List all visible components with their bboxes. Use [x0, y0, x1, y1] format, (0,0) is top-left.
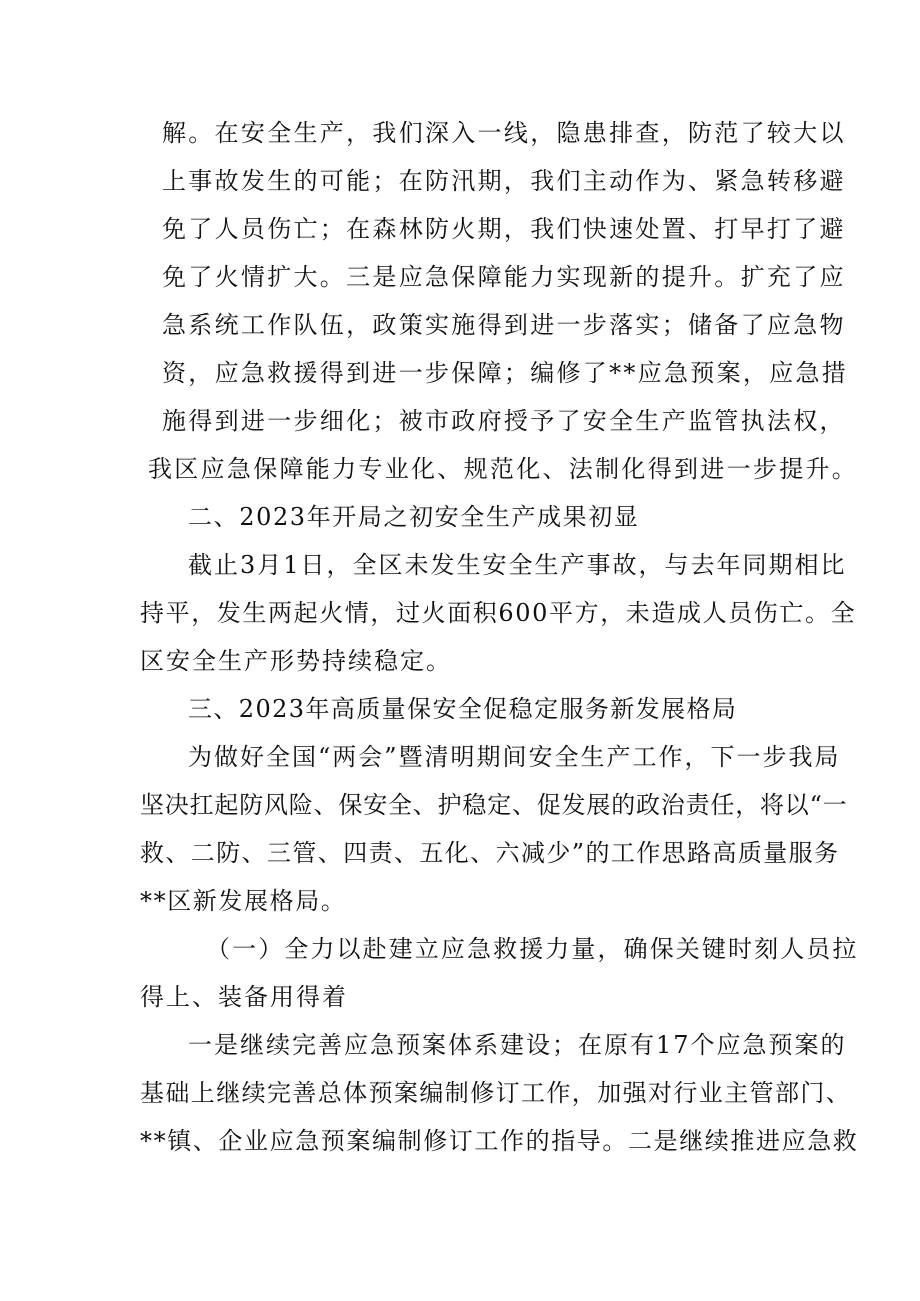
body-text-line: 免了火情扩大。三是应急保障能力实现新的提升。扩充了应 — [162, 263, 846, 291]
body-text-line: 为做好全国“两会”暨清明期间安全生产工作，下一步我局 — [188, 743, 841, 771]
subsection-heading-1-cont: 得上、装备用得着 — [140, 983, 348, 1011]
section-heading-3: 三、2023年高质量保安全促稳定服务新发展格局 — [188, 695, 738, 723]
body-text-line: 截止3月1日，全区未发生安全生产事故，与去年同期相比 — [188, 551, 847, 579]
body-text-line: 资，应急救援得到进一步保障；编修了**应急预案，应急措 — [162, 359, 849, 387]
body-text-line: 上事故发生的可能；在防汛期，我们主动作为、紧急转移避 — [162, 167, 846, 195]
body-text-line: **镇、企业应急预案编制修订工作的指导。二是继续推进应急救 — [140, 1127, 859, 1155]
body-text-line: 救、二防、三管、四责、五化、六减少”的工作思路高质量服务 — [140, 839, 840, 867]
body-text-line: 施得到进一步细化；被市政府授予了安全生产监管执法权， — [162, 407, 846, 435]
body-text-line: 免了人员伤亡；在森林防火期，我们快速处置、打早打了避 — [162, 215, 846, 243]
body-text-line: 区安全生产形势持续稳定。 — [140, 647, 452, 675]
body-text-line: 急系统工作队伍，政策实施得到进一步落实；储备了应急物 — [162, 311, 846, 339]
subsection-heading-1: （一）全力以赴建立应急救援力量，确保关键时刻人员拉 — [206, 935, 859, 963]
section-heading-2: 二、2023年开局之初安全生产成果初显 — [188, 503, 640, 531]
body-text-line: 坚决扛起防风险、保安全、护稳定、促发展的政治责任，将以“一 — [140, 791, 848, 819]
body-text-line: 一是继续完善应急预案体系建设；在原有17个应急预案的 — [188, 1031, 847, 1059]
body-text-line: 基础上继续完善总体预案编制修订工作，加强对行业主管部门、 — [140, 1079, 852, 1107]
body-text-line: 持平，发生两起火情，过火面积600平方，未造成人员伤亡。全 — [140, 599, 857, 627]
body-text-line: **区新发展格局。 — [140, 887, 347, 915]
body-text-line: 解。在安全生产，我们深入一线，隐患排查，防范了较大以 — [162, 119, 846, 147]
body-text-line: 我区应急保障能力专业化、规范化、法制化得到进一步提升。 — [148, 455, 859, 483]
